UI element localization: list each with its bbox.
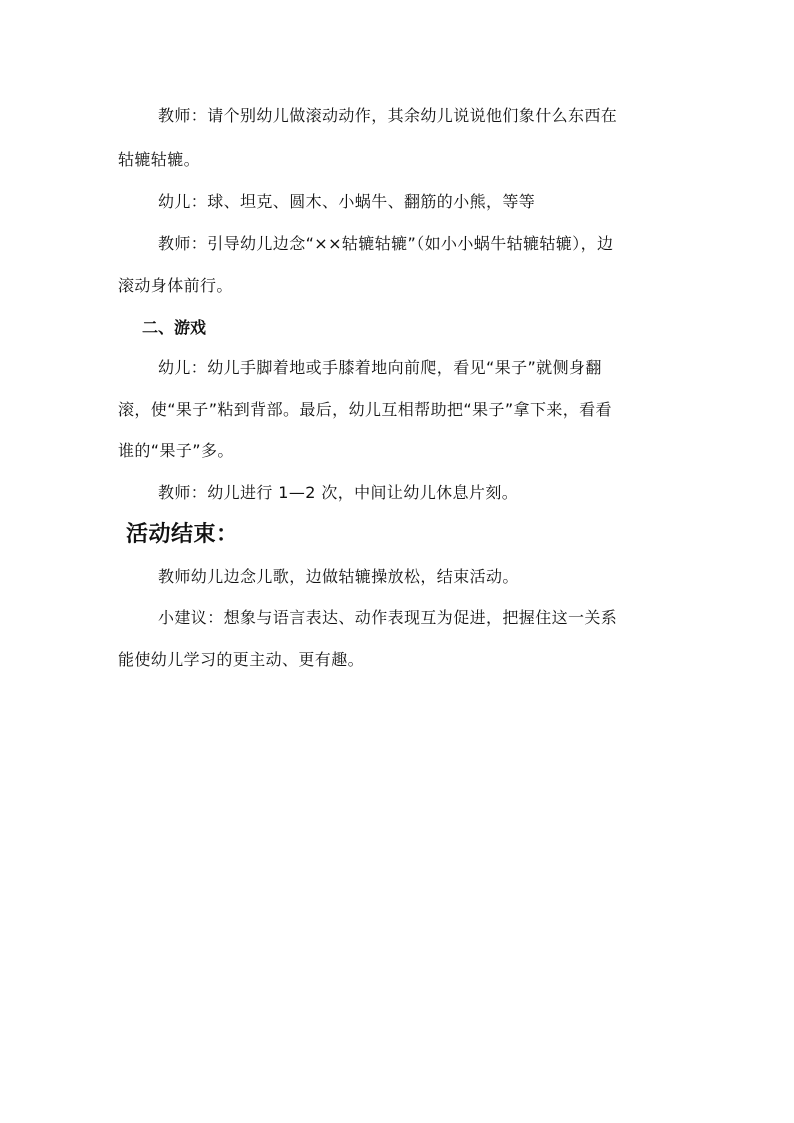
paragraph-line: 谁的“果子”多。 — [118, 441, 234, 460]
subheading: 二、游戏 — [142, 318, 207, 337]
paragraph-line: 滚动身体前行。 — [118, 276, 233, 295]
paragraph-line: 幼儿：幼儿手脚着地或手膝着地向前爬，看见“果子”就侧身翻 — [158, 358, 602, 377]
paragraph-line: 轱辘轱辘。 — [118, 150, 201, 169]
paragraph-line: 教师：幼儿进行 1—2 次，中间让幼儿休息片刻。 — [158, 483, 519, 502]
paragraph-line: 小建议：想象与语言表达、动作表现互为促进，把握住这一关系 — [158, 608, 618, 627]
paragraph-line: 幼儿：球、坦克、圆木、小蜗牛、翻筋的小熊，等等 — [158, 192, 536, 211]
section-title: 活动结束： — [126, 522, 239, 547]
paragraph-line: 教师幼儿边念儿歌，边做轱辘操放松，结束活动。 — [158, 567, 519, 586]
paragraph-line: 能使幼儿学习的更主动、更有趣。 — [118, 650, 365, 669]
paragraph-line: 滚，使“果子”粘到背部。最后，幼儿互相帮助把“果子”拿下来，看看 — [118, 400, 612, 419]
paragraph-line: 教师：引导幼儿边念“××轱辘轱辘”（如小小蜗牛轱辘轱辘），边 — [158, 234, 614, 253]
paragraph-line: 教师：请个别幼儿做滚动动作，其余幼儿说说他们象什么东西在 — [158, 106, 618, 125]
